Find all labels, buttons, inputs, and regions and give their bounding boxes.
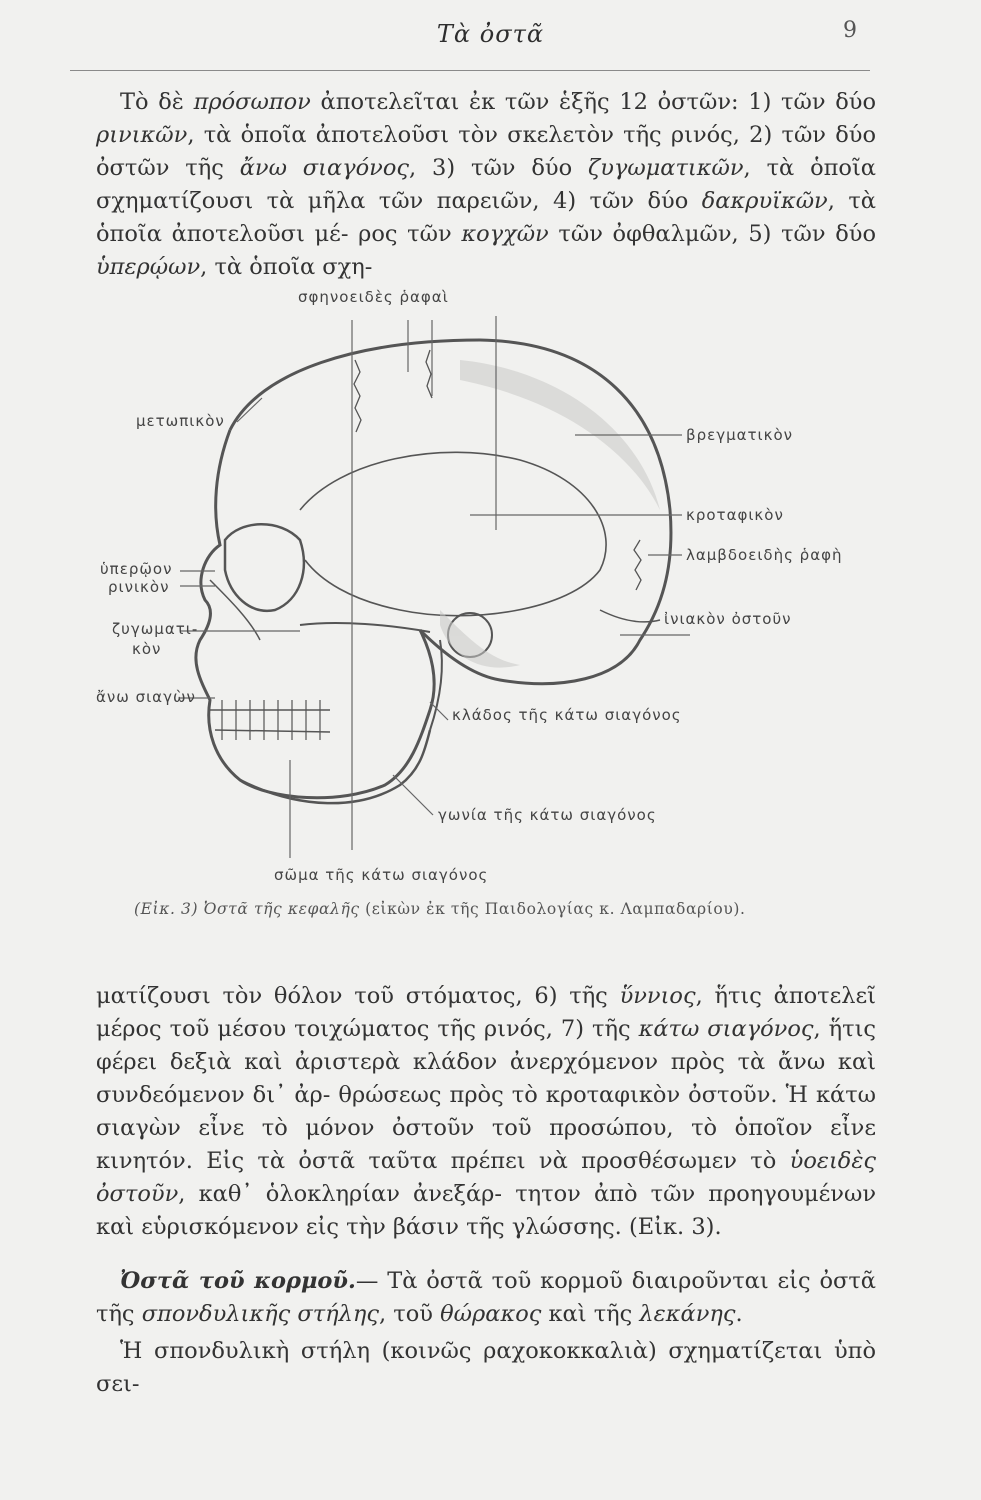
label-zygomatic-2: κὸν (132, 640, 162, 658)
figure-caption: (Εἰκ. 3) Ὀστᾶ τῆς κεφαλῆς (εἰκὼν ἐκ τῆς Παιδολογίας κ. Λαμπαδαρίου). (134, 900, 746, 918)
section-title: Ὀστᾶ τοῦ κορμοῦ. (120, 1268, 356, 1294)
label-palatine: ὑπερῷον (100, 560, 173, 578)
paragraph-face-bones: Τὸ δὲ πρόσωπον ἀποτελεῖται ἐκ τῶν ἑξῆς 12 ὀστῶν: 1) τῶν δύο ρινικῶν, τὰ ὁποῖα ἀποτελοῦσι τὸν σκελετὸν τῆς ρινός, 2) τῶν δύο ὀστῶν τῆς ἄνω σιαγόνος, 3) τῶν δύο ζυγωματικῶν, τὰ ὁποῖα σχηματίζουσι τὰ μῆλα τῶν παρειῶν, 4) τῶν δύο δακρυϊκῶν, τὰ ὁποῖα ἀποτελοῦσι μέ- ρος τῶν κογχῶν τῶν ὀφθαλμῶν, 5) τῶν δύο ὑπερῴων, τὰ ὁποῖα σχη- (96, 89, 877, 280)
label-mandible-body: σῶμα τῆς κάτω σιαγόνος (274, 866, 489, 884)
paragraph-continued: ματίζουσι τὸν θόλον τοῦ στόματος, 6) τῆς ὕννιος, ἥτις ἀποτελεῖ μέρος τοῦ μέσου τοιχώματος τῆς ρινός, 7) τῆς κάτω σιαγόνος, ἥτις φέρει δεξιὰ καὶ ἀριστερὰ κλάδον ἀνερχόμενον πρὸς τὰ ἄνω καὶ συνδεόμενον δι᾿ ἀρ- θρώσεως πρὸς τὸ κροταφικὸν ὀστοῦν. Ἡ κάτω σιαγὼν εἶνε τὸ μόνον ὀστοῦν τοῦ προσώπου, τὸ ὁποῖον εἶνε κινητόν. Εἰς τὰ ὀστᾶ ταῦτα πρέπει νὰ προσθέσωμεν τὸ ὑοειδὲς ὀστοῦν, καθ᾿ ὁλοκληρίαν ἀνεξάρ- τητον ἀπὸ τῶν προηγουμένων καὶ εὑρισκόμενον εἰς τὴν βάσιν τῆς γλώσσης. (Εἰκ. 3). (96, 983, 877, 1240)
label-bregmatic: βρεγματικὸν (686, 426, 794, 444)
label-mandible-angle: γωνία τῆς κάτω σιαγόνος (438, 806, 657, 824)
skull-illustration (0, 280, 981, 940)
paragraph-spine: Ἡ σπονδυλικὴ στήλη (κοινῶς ραχοκοκκαλιὰ) σχηματίζεται ὑπὸ σει- (96, 1338, 876, 1397)
page-title: Τὰ ὀστᾶ (436, 20, 545, 48)
label-occipital: ἰνιακὸν ὀστοῦν (664, 610, 792, 628)
label-metopic: μετωπικὸν (136, 412, 225, 430)
label-temporal: κροταφικὸν (686, 506, 784, 524)
header-rule (70, 70, 870, 71)
label-sphenoid-suture: σφηνοειδὲς ῥαφαὶ (298, 288, 449, 306)
skull-figure (0, 280, 981, 940)
label-mandible-ramus: κλάδος τῆς κάτω σιαγόνος (452, 706, 682, 724)
label-nasal: ρινικὸν (108, 578, 170, 596)
paragraph-trunk-bones: Ὀστᾶ τοῦ κορμοῦ.— Τὰ ὀστᾶ τοῦ κορμοῦ διαιροῦνται εἰς ὀστᾶ τῆς σπονδυλικῆς στήλης, τοῦ θώρακος καὶ τῆς λεκάνης. (96, 1268, 876, 1327)
label-zygomatic-1: ζυγωματι- (112, 620, 199, 638)
label-lambdoid: λαμβδοειδὴς ῥαφὴ (686, 546, 843, 564)
page-number: 9 (843, 18, 857, 43)
label-upper-jaw: ἄνω σιαγὼν (96, 688, 196, 706)
